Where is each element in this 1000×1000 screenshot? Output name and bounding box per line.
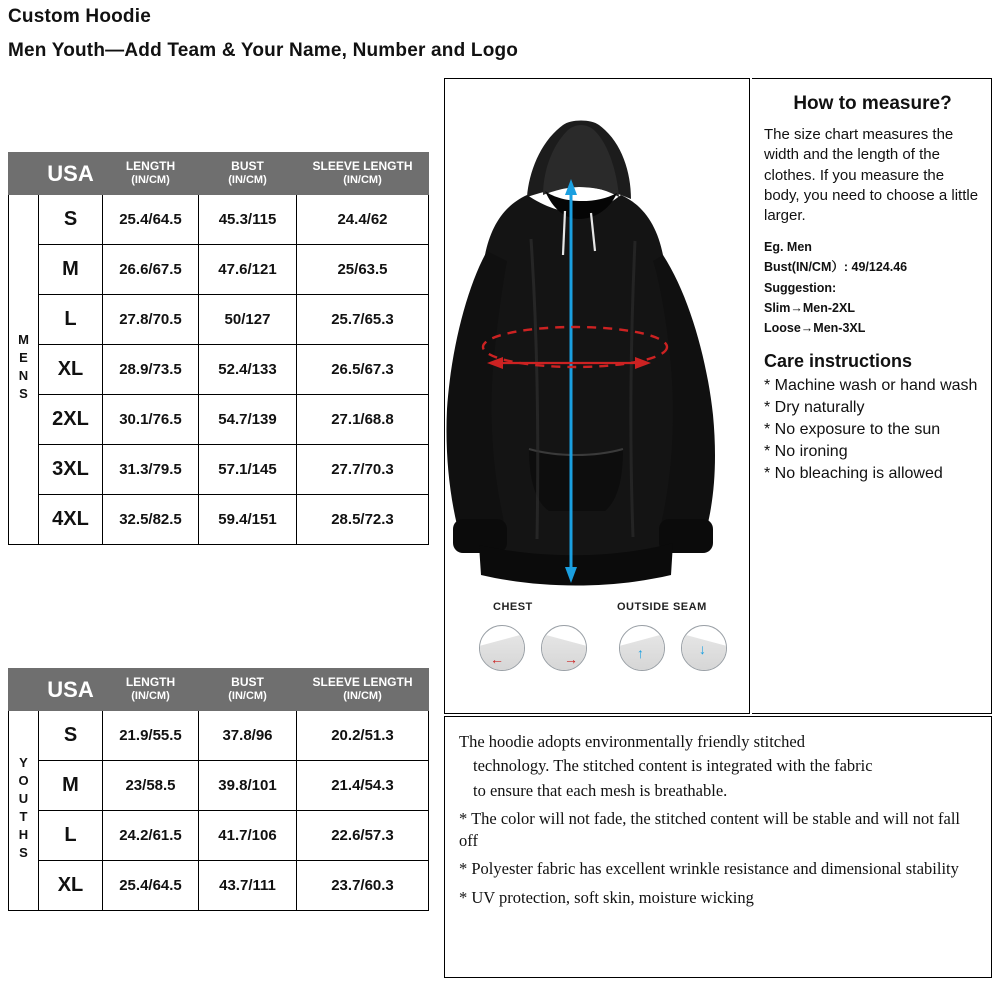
example-line-1: Eg. Men	[764, 240, 812, 255]
cell-length: 31.3/79.5	[103, 445, 199, 495]
product-diagram-panel	[444, 78, 750, 714]
page-title: Custom Hoodie	[8, 6, 151, 27]
example-line-3: Suggestion:	[764, 280, 837, 295]
col-length-label: LENGTH	[125, 159, 176, 173]
cell-sleeve: 27.7/70.3	[297, 445, 429, 495]
chest-caption: CHEST	[493, 601, 533, 613]
cell-bust: 43.7/111	[199, 861, 297, 911]
table-header-row	[9, 153, 429, 195]
page-subtitle: Men Youth—Add Team & Your Name, Number and Logo	[8, 40, 519, 61]
cell-bust: 41.7/106	[199, 811, 297, 861]
col-bust	[199, 153, 297, 195]
cell-size: S	[39, 195, 103, 245]
col-usa: USA	[39, 669, 103, 711]
cell-size: L	[39, 295, 103, 345]
table-header-row	[9, 669, 429, 711]
seam-icon-down: ↓	[681, 625, 727, 671]
table-row	[9, 861, 429, 911]
care-item-4: * No ironing	[764, 442, 848, 460]
col-bust-label: BUST	[231, 159, 264, 173]
cell-length: 24.2/61.5	[103, 811, 199, 861]
cell-length: 23/58.5	[103, 761, 199, 811]
description-line-3: to ensure that each mesh is breathable.	[473, 780, 728, 800]
col-length-unit: (IN/CM)	[131, 689, 170, 702]
cell-size: 3XL	[39, 445, 103, 495]
cell-sleeve: 21.4/54.3	[297, 761, 429, 811]
cell-size: 4XL	[39, 495, 103, 545]
care-item-3: * No exposure to the sun	[764, 420, 941, 438]
care-item-5: * No bleaching is allowed	[764, 464, 943, 482]
example-line-4: Slim→Men-2XL	[764, 300, 855, 315]
cell-sleeve: 23.7/60.3	[297, 861, 429, 911]
youths-group-label: YOUTHS	[9, 711, 39, 911]
cell-bust: 57.1/145	[199, 445, 297, 495]
cell-sleeve: 27.1/68.8	[297, 395, 429, 445]
col-length-unit: (IN/CM)	[131, 173, 170, 186]
table-row	[9, 295, 429, 345]
col-bust-label: BUST	[231, 675, 264, 689]
cell-length: 21.9/55.5	[103, 711, 199, 761]
example-line-5: Loose→Men-3XL	[764, 320, 866, 335]
cell-length: 25.4/64.5	[103, 861, 199, 911]
example-line-2: Bust(IN/CM）: 49/124.46	[764, 260, 908, 275]
cell-size: M	[39, 761, 103, 811]
cell-size: M	[39, 245, 103, 295]
cell-sleeve: 22.6/57.3	[297, 811, 429, 861]
chest-icon-right: →	[541, 625, 587, 671]
cell-sleeve: 25.7/65.3	[297, 295, 429, 345]
cell-size: L	[39, 811, 103, 861]
cell-length: 26.6/67.5	[103, 245, 199, 295]
corner-cell	[9, 669, 39, 711]
col-sleeve-label: SLEEVE LENGTH	[312, 159, 413, 173]
description-bullet-2: * Polyester fabric has excellent wrinkle resistance and dimensional stability	[459, 859, 959, 879]
cell-sleeve: 20.2/51.3	[297, 711, 429, 761]
youths-size-table	[8, 668, 429, 911]
col-sleeve-unit: (IN/CM)	[343, 173, 382, 186]
description-bullet-3: * UV protection, soft skin, moisture wicking	[459, 887, 754, 907]
cell-sleeve: 26.5/67.3	[297, 345, 429, 395]
how-to-measure-panel	[752, 78, 992, 714]
col-bust	[199, 669, 297, 711]
youths-size-table-block	[8, 668, 428, 911]
description-line-2: technology. The stitched content is integrated with the fabric	[473, 756, 873, 776]
cell-bust: 47.6/121	[199, 245, 297, 295]
table-row	[9, 195, 429, 245]
col-length	[103, 153, 199, 195]
col-bust-unit: (IN/CM)	[228, 173, 267, 186]
cell-length: 32.5/82.5	[103, 495, 199, 545]
cell-length: 30.1/76.5	[103, 395, 199, 445]
care-instructions-heading: Care instructions	[764, 350, 913, 371]
cell-bust: 54.7/139	[199, 395, 297, 445]
how-to-measure-heading: How to measure?	[793, 93, 952, 114]
description-bullet-1: * The color will not fade, the stitched content will be stable and will not fall off	[459, 808, 960, 851]
table-row	[9, 761, 429, 811]
col-sleeve	[297, 669, 429, 711]
col-sleeve	[297, 153, 429, 195]
col-usa: USA	[39, 153, 103, 195]
cell-bust: 50/127	[199, 295, 297, 345]
table-row	[9, 445, 429, 495]
mens-group-label: MENS	[9, 195, 39, 545]
mens-size-table	[8, 152, 429, 545]
col-length-label: LENGTH	[125, 675, 176, 689]
care-item-2: * Dry naturally	[764, 398, 865, 416]
description-line-1: The hoodie adopts environmentally friendly stitched	[459, 732, 805, 751]
cell-size: XL	[39, 345, 103, 395]
cell-bust: 45.3/115	[199, 195, 297, 245]
cell-bust: 39.8/101	[199, 761, 297, 811]
cell-bust: 59.4/151	[199, 495, 297, 545]
seam-icon-up: ↑	[619, 625, 665, 671]
cell-bust: 52.4/133	[199, 345, 297, 395]
mens-size-table-block	[8, 152, 428, 545]
cell-size: XL	[39, 861, 103, 911]
hoodie-illustration	[445, 79, 750, 639]
how-to-measure-body: The size chart measures the width and the length of the clothes. If you measure the body, you need to choose a little larger.	[764, 126, 979, 224]
fabric-description-panel	[444, 716, 992, 978]
cell-sleeve: 24.4/62	[297, 195, 429, 245]
table-row	[9, 811, 429, 861]
cell-length: 27.8/70.5	[103, 295, 199, 345]
cell-size: S	[39, 711, 103, 761]
outside-seam-caption: OUTSIDE SEAM	[617, 601, 707, 613]
col-length	[103, 669, 199, 711]
table-row	[9, 345, 429, 395]
corner-cell	[9, 153, 39, 195]
table-row	[9, 245, 429, 295]
care-item-1: * Machine wash or hand wash	[764, 376, 978, 394]
col-sleeve-label: SLEEVE LENGTH	[312, 675, 413, 689]
col-bust-unit: (IN/CM)	[228, 689, 267, 702]
table-row	[9, 395, 429, 445]
table-row	[9, 711, 429, 761]
chest-icon-left: ←	[479, 625, 525, 671]
cell-sleeve: 25/63.5	[297, 245, 429, 295]
col-sleeve-unit: (IN/CM)	[343, 689, 382, 702]
table-row	[9, 495, 429, 545]
cell-length: 28.9/73.5	[103, 345, 199, 395]
cell-length: 25.4/64.5	[103, 195, 199, 245]
cell-size: 2XL	[39, 395, 103, 445]
cell-bust: 37.8/96	[199, 711, 297, 761]
cell-sleeve: 28.5/72.3	[297, 495, 429, 545]
